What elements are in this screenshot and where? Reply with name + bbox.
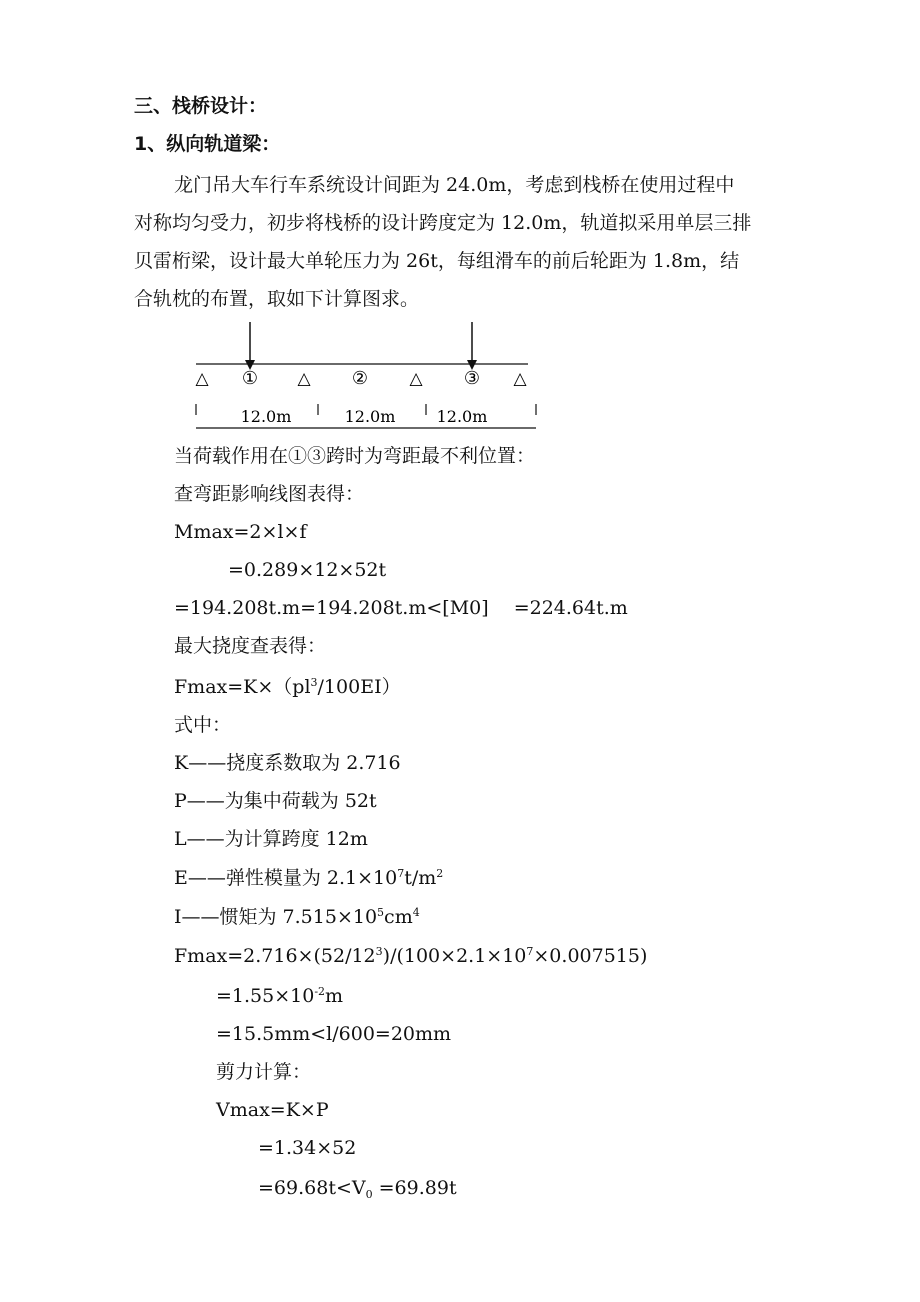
span-marker: ② xyxy=(351,368,369,389)
formula-line: =0.289×12×52t xyxy=(228,559,387,581)
intro-line: 合轨枕的布置，取如下计算图求。 xyxy=(134,288,420,310)
intro-line: 贝雷桁梁，设计最大单轮压力为 26t，每组滑车的前后轮距为 1.8m，结 xyxy=(134,250,740,272)
formula-line: $=1.55\times 10^{-2}m$ xyxy=(216,985,344,1007)
support-symbol: △ xyxy=(409,369,423,389)
intro-line: 龙门吊大车行车系统设计间距为 24.0m，考虑到栈桥在使用过程中 xyxy=(174,174,735,196)
section-title: 三、栈桥设计： xyxy=(134,95,268,117)
definition-line: L——为计算跨度 12m xyxy=(174,828,368,850)
span-label: 12.0m xyxy=(436,407,488,426)
formula-line: =1.34×52 xyxy=(258,1137,357,1159)
formula-line: =194.208t.m=194.208t.m<[M0] =224.64t.m xyxy=(174,597,628,619)
span-marker: ① xyxy=(241,368,259,389)
formula-line: =15.5mm<l/600=20mm xyxy=(216,1023,452,1045)
support-symbol: △ xyxy=(195,369,209,389)
span-marker: ③ xyxy=(463,368,481,389)
definition-line: P——为集中荷载为 52t xyxy=(174,790,377,812)
span-label: 12.0m xyxy=(344,407,396,426)
fmax-formula: $Fmax=K\times(pl^3/100EI)$ xyxy=(174,676,401,698)
span-label: 12.0m xyxy=(240,407,292,426)
text-line: 式中： xyxy=(174,714,232,736)
support-symbol: △ xyxy=(513,369,527,389)
text-line: 当荷载作用在①③跨时为弯距最不利位置： xyxy=(174,445,536,467)
formula-line: Vmax=K×P xyxy=(216,1099,329,1121)
definition-line: E——弹性模量为 $2.1\times 10^7t/m^2$ xyxy=(174,867,444,889)
formula-line: $Fmax=2.716\times(52/12^3)/(100\times 2.1\times 10^7\times 0.007515)$ xyxy=(174,945,648,967)
formula-line: Mmax=2×l×f xyxy=(174,521,307,543)
definition-line: I——惯矩为 $7.515\times 10^5cm^4$ xyxy=(174,906,420,928)
beam-diagram xyxy=(190,320,550,432)
support-symbol: △ xyxy=(297,369,311,389)
definition-line: K——挠度系数取为 2.716 xyxy=(174,752,401,774)
subsection-title: 1、纵向轨道梁： xyxy=(134,133,281,155)
text-line: 查弯距影响线图表得： xyxy=(174,483,365,505)
text-line: 最大挠度查表得： xyxy=(174,635,327,657)
intro-line: 对称均匀受力，初步将栈桥的设计跨度定为 12.0m，轨道拟采用单层三排 xyxy=(134,212,752,234)
text-line: 剪力计算： xyxy=(216,1061,312,1083)
formula-line: $=69.68t<V_0 =69.89t$ xyxy=(258,1177,457,1201)
